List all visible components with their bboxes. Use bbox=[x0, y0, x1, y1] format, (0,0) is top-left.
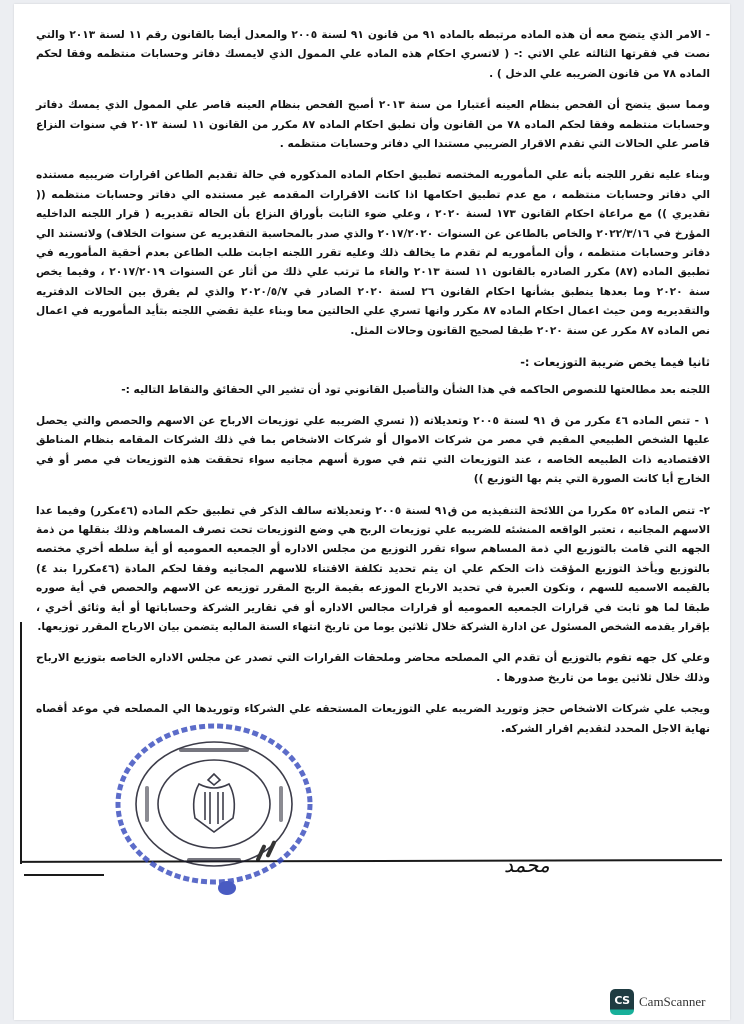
eagle-emblem-icon bbox=[194, 774, 235, 832]
camscanner-label: CamScanner bbox=[639, 994, 706, 1009]
paragraph-article-46-bis: ١ - تنص الماده ٤٦ مكرر من ق ٩١ لسنة ٢٠٠٥ وتعديلاته (( تسري الضريبه علي توزيعات الارباح عن الاسهم والحصص والتي يحصل عليها الشخص الطبيعي المقيم في مصر من شركات الاموال أو شركات الاشخاص بما في ذلك الشركات المقامه بنظام المناطق الاقتصاديه ذات الطبيعه الخاصه ، عند التوزيعات التي تتم في صورة أسهم مجانيه سواء تحققت هذه التوزيعات في مصر أو في الخارج أيا كانت الصورة التي يتم بها التوزيع )) bbox=[36, 414, 710, 486]
section-heading-distributions-tax: ثانيا فيما يخص ضريبة التوزيعات :- bbox=[520, 355, 710, 370]
document-body bbox=[36, 26, 710, 751]
paragraph-committee-intro: اللجنه بعد مطالعتها للنصوص الحاكمه في هذا الشأن والتأصيل القانوني تود أن تشير الي الحقائق والنقاط التاليه :- bbox=[121, 383, 710, 396]
paragraph-committee-decision: وبناء عليه تقرر اللجنه بأنه علي المأموريه المختصه تطبيق احكام الماده المذكوره في حالة تقديم الطاعن اقرارات ضريبيه مستنده الي دفاتر وحسابات منتظمه ، مع عدم تطبيق احكامها اذا كانت الاقرارات المقدمه غير مستنده الي دفاتر وحسابات منتظمه (( تقديري )) مع مراعاة احكام القانون ١٧٣ لسنة ٢٠٢٠ ، وعلي ضوء الثابت بأوراق النزاع بأن الحاله تقديريه ( قرار اللجنه الداخليه المؤرخ في ٢٠٢٢/٣/١٦ والخاص بالطاعن عن السنوات ٢٠١٧/٢٠٢٠ والذي صدر بالمحاسبة التقديريه عن سنوات الخلاف) ولاتستند الي دفاتر وحسابات منتظمه ، وأن المأموريه لم تقدم ما يخالف ذلك وعليه تقرر اللجنه اجابت طلب الطاعن بعدم أحقية المأموريه في تطبيق الماده (٨٧) مكرر الصادره بالقانون ١١ لسنة ٢٠١٣ والغاء ما ترتب علي ذلك من أثار عن السنوات ٢٠١٧/٢٠١٩ ، وفيما يخص سنة ٢٠٢٠ وما بعدها ينطبق بشأنها احكام القانون ٢٦ لسنة ٢٠٢٠ الصادر في ٢٠٢٠/٥/٧ والذي لم يفرق بين الحالات الدفتريه والتقديريه ومن حيث اعمال احكام الماده ٨٧ مكرر وانها تسري علي الحالتين معا وبناء علية تقضي اللجنه بتأيد المأموريه في اعمال نص الماده ٨٧ مكرر عن سنة ٢٠٢٠ طبقا لصحيح القانون وحالات المثل. bbox=[36, 169, 711, 337]
paragraph-distribution-minutes: وعلي كل جهه تقوم بالتوزيع أن تقدم الي المصلحه محاضر وملحقات القرارات التي تصدر عن مجلس الاداره الخاصه بتوزيع الارباح وذلك خلال ثلاثين يوما من تاريخ صدورها . bbox=[36, 652, 710, 684]
signature: محمد bbox=[504, 853, 550, 877]
paragraph-article-91-reference: - الامر الذي يتضح معه أن هذه الماده مرتبطه بالماده ٩١ من قانون ٩١ لسنة ٢٠٠٥ والمعدل أيضا بالقانون رقم ١١ لسنة ٢٠١٣ والتي نصت في فقرتها الثالثه علي الاتي :- ( لاتسري احكام هذه الماده علي الممول الذي لايمسك دفاتر وحسابات منتظمه وفقا لحكم الماده ٧٨ من قانون الضريبه علي الدخل ) . bbox=[36, 29, 710, 80]
paragraph-article-52-bis: ٢- تنص الماده ٥٢ مكررا من اللائحة التنفيذيه من ق٩١ لسنة ٢٠٠٥ وتعديلاته سالف الذكر في تطبيق حكم الماده (٤٦مكرر) وفيما عدا الاسهم المجانيه ، تعتبر الواقعه المنشئه للضريبه علي توزيعات الربح هي وضع التوزيعات تحت تصرف المساهم وذلك بنقلها من ذمة الجهه التي قامت بالتوزيع الي ذمة المساهم سواء تقرر التوزيع من مجلس الاداره أو الجمعيه العموميه أو أية سلطه أخري مختصه بالتوزيع ويأخذ التوزيع المؤقت ذات الحكم علي ان يتم تحديد تكلفة الاقتناء للاسهم المجانيه وفقا لحكم المادة (٤٦مكررا بند ٤) بالقيمه الاسميه للسهم ، وتكون العبرة في تحديد الارباح الموزعه بقيمة الربح المقرر توزيعه عن الاسهم والحصص في أية صوره طبقا لما هو ثابت في قرارات الجمعيه العموميه أو قرارات مجالس الاداره أو في تقارير الشركة وحساباتها أو أية وثائق أخري ، بإقرار يقدمه الشخص المسئول عن ادارة الشركة خلال ثلاثين يوما من تاريخ انتهاء السنة الماليه يتضمن بيان الارباح المقرر توزيعها. bbox=[36, 504, 710, 633]
stamp-ink-blot bbox=[218, 881, 236, 895]
margin-mark-line bbox=[24, 874, 104, 876]
official-stamp bbox=[109, 716, 319, 896]
paragraph-sample-inspection: ومما سبق يتضح أن الفحص بنظام العينه أعتبارا من سنة ٢٠١٣ أصبح الفحص بنظام العينه قاصر علي الممول الذي يمسك دفاتر وحسابات منتظمه وفقا لحكم الماده ٧٨ من القانون وأن تطبق احكام الماده ٨٧ مكرر من القانون ١١ لسنة ٢٠١٣ في سنوات النزاع قاصر علي الحالات التي تقدم الاقرار الضريبي مستندا الي دفاتر وحسابات منتظمه . bbox=[36, 99, 710, 151]
camscanner-watermark bbox=[610, 986, 705, 1018]
frame-border-left bbox=[20, 622, 22, 864]
paragraph-partnership-withholding: ويجب علي شركات الاشخاص حجز وتوريد الضريبه علي التوزيعات المستحقه علي الشركاء وتوريدها الي المصلحه في موعد أقصاه نهاية الاجل المحدد لتقديم اقرار الشركه. bbox=[36, 703, 710, 735]
scanned-page bbox=[14, 4, 730, 1020]
stamp-inner-rings bbox=[136, 742, 292, 866]
stamp-ring-text-marks bbox=[145, 748, 283, 862]
camscanner-logo-icon: CS bbox=[610, 989, 634, 1015]
